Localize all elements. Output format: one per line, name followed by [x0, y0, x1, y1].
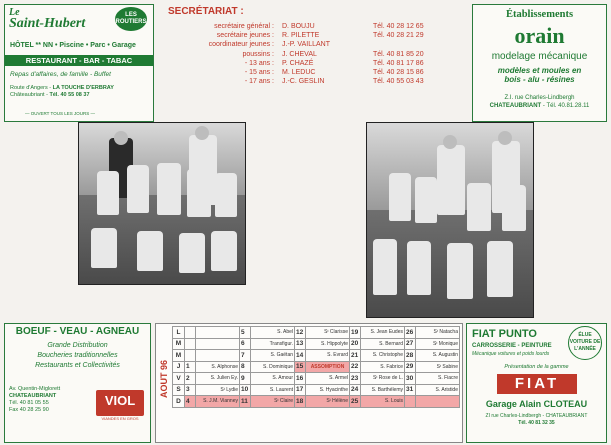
day-number: 13 — [295, 338, 306, 350]
day-number: 29 — [405, 361, 416, 373]
coach-head — [195, 126, 209, 140]
day-number: 24 — [350, 384, 361, 396]
calendar-row — [173, 373, 460, 385]
secretariat-block — [158, 4, 468, 122]
saint-hubert-logo — [9, 7, 85, 29]
day-number: 18 — [295, 396, 306, 408]
saint-name: Sᵗ Claire — [251, 396, 295, 408]
saint-name: Sᵗ Rose de L. — [361, 373, 405, 385]
day-number — [185, 338, 196, 350]
service-2: Boucheries traditionnelles — [37, 352, 118, 359]
coach-head — [443, 135, 457, 149]
day-number: 8 — [240, 361, 251, 373]
person: M. LEDUC — [282, 68, 316, 76]
repas-line: Repas d'affaires, de famille - Buffet — [10, 71, 111, 78]
day-number: 1 — [185, 361, 196, 373]
saint-name: Sᵗ Sabine — [416, 361, 460, 373]
secretariat-row — [168, 31, 468, 40]
calendar-row — [173, 338, 460, 350]
calendar-row — [173, 384, 460, 396]
player-figure — [467, 183, 491, 231]
day-number: 23 — [350, 373, 361, 385]
day-number: 3 — [185, 384, 196, 396]
player-figure — [447, 243, 473, 299]
player-figure — [127, 165, 149, 213]
calendar-row — [173, 327, 460, 339]
phone: Tél. 40 28 21 29 — [373, 32, 424, 40]
boeuf-street: Av. Quentin-Miglorett — [9, 386, 61, 392]
secretariat-row — [168, 68, 468, 77]
player-figure — [373, 239, 397, 295]
calendar-table — [172, 326, 460, 408]
player-figure — [502, 185, 526, 231]
day-number: 9 — [240, 373, 251, 385]
calendar-row — [173, 350, 460, 362]
saint-name: ASSOMPTION — [306, 361, 350, 373]
logo-le: Le — [9, 7, 20, 18]
day-number: 11 — [240, 396, 251, 408]
day-number: 21 — [350, 350, 361, 362]
day-number: 15 — [295, 361, 306, 373]
garage-street: ZI rue Charles-Lindbergh - CHATEAUBRIANT — [485, 413, 588, 419]
address-phone: Tél. 40 55 08 37 — [49, 92, 90, 98]
month-text: AOUT 96 — [159, 360, 169, 399]
fiat-ad — [466, 323, 607, 443]
saint-name: Sᵗ Clarisse — [306, 327, 350, 339]
weekday-letter: V — [173, 373, 185, 385]
weekday-letter: D — [173, 396, 185, 408]
calendar-month-label — [158, 328, 170, 440]
secretariat-list — [168, 22, 468, 86]
person: P. CHAZÉ — [282, 59, 314, 67]
player-figure — [91, 228, 117, 268]
fiat-mechanics: Mécanique voitures et poids lourds — [472, 351, 550, 357]
saint-name: S. Evrard — [306, 350, 350, 362]
car-of-year-badge: ÉLUE VOITURE DE L'ANNÉE — [568, 326, 602, 360]
weekday-letter: M — [173, 350, 185, 362]
garage-address — [467, 413, 606, 427]
phone: Tél. 40 81 17 86 — [373, 59, 424, 67]
weekday-letter: M — [173, 338, 185, 350]
person: D. BOUJU — [282, 23, 315, 30]
role: - 17 ans : — [244, 78, 274, 86]
saint-name: S. Gaëtan — [251, 350, 295, 362]
garage-name: Garage Alain CLOTEAU — [485, 399, 588, 409]
day-number: 28 — [405, 350, 416, 362]
phone: Tél. 40 55 03 43 — [373, 78, 424, 86]
day-number: 7 — [240, 350, 251, 362]
saint-name: S. Augustin — [416, 350, 460, 362]
team-photo-right — [366, 122, 534, 318]
address-city: Châteaubriant — [10, 92, 45, 98]
orain-products — [473, 66, 606, 84]
role: coordinateur jeunes : — [208, 41, 274, 49]
orain-city: CHATEAUBRIANT — [489, 103, 542, 109]
orain-establishments: Établissements — [505, 9, 574, 20]
phone: Tél. 40 28 15 86 — [373, 68, 424, 76]
saint-name: Sᵗ Natacha — [416, 327, 460, 339]
orain-activity: modelage mécanique — [491, 51, 588, 62]
saint-name: S. Fiacre — [416, 373, 460, 385]
person: J.-C. GESLIN — [282, 78, 325, 86]
day-number: 16 — [295, 373, 306, 385]
day-number: 14 — [295, 350, 306, 362]
saint-name: Sᵗ Lydie — [196, 384, 240, 396]
orain-address: Z.I. rue Charles-Lindbergh CHATEAUBRIANT - Tél. 40.81.28.11 — [489, 95, 590, 109]
saint-name: S. Abel — [251, 327, 295, 339]
team-photo-left — [78, 122, 246, 285]
day-number: 25 — [350, 396, 361, 408]
garage-phone: Tél. 40 81 32 35 — [518, 420, 555, 426]
coach-head — [114, 131, 128, 145]
secretariat-row — [168, 40, 468, 49]
player-figure — [215, 173, 237, 217]
secretariat-row — [168, 59, 468, 68]
saint-name: Sᵗ Hélène — [306, 396, 350, 408]
saint-name: S. Fabrice — [361, 361, 405, 373]
saint-name: S. Julien Ey. — [196, 373, 240, 385]
saint-name: S. Amour — [251, 373, 295, 385]
boeuf-city: CHATEAUBRIANT — [9, 393, 57, 399]
saint-name — [196, 350, 240, 362]
phone: Tél. 40 28 12 65 — [373, 23, 424, 30]
phone — [373, 40, 453, 49]
viol-logo: VIOL — [96, 390, 144, 416]
saint-name: S. Aristide — [416, 384, 460, 396]
saint-name: Transfigur. — [251, 338, 295, 350]
saint-name: S. Hyacinthe — [306, 384, 350, 396]
player-figure — [407, 241, 431, 295]
orain-phone: Tél. 40.81.28.11 — [546, 103, 590, 109]
boeuf-veau-ad — [4, 323, 151, 443]
saint-name: S. Barthélemy — [361, 384, 405, 396]
opening-note: — OUVERT TOUS LES JOURS — — [25, 111, 95, 116]
day-number: 4 — [185, 396, 196, 408]
day-number: 31 — [405, 384, 416, 396]
orain-products-1: modèles et moules en — [497, 66, 582, 75]
player-figure — [187, 169, 211, 217]
saint-name: S. Alphonse — [196, 361, 240, 373]
day-number — [185, 350, 196, 362]
saint-name: S. J.M. Vianney — [196, 396, 240, 408]
role: secrétaire jeunes : — [216, 32, 274, 40]
day-number: 27 — [405, 338, 416, 350]
player-figure — [389, 173, 411, 221]
player-figure — [137, 231, 163, 271]
boeuf-services — [5, 341, 150, 371]
saint-name — [196, 338, 240, 350]
hotel-line: HÔTEL ** NN • Piscine • Parc • Garage — [10, 42, 136, 49]
service-1: Grande Distribution — [47, 342, 108, 349]
saint-name: S. Dominique — [251, 361, 295, 373]
orain-street: Z.I. rue Charles-Lindbergh — [504, 95, 575, 101]
saint-name: S. Armel — [306, 373, 350, 385]
role: secrétaire général : — [214, 23, 274, 30]
opening-text: OUVERT TOUS LES JOURS — [30, 111, 90, 116]
weekday-letter: S — [173, 384, 185, 396]
boeuf-fax: Fax 40 28 25 90 — [9, 407, 49, 413]
saint-name — [196, 327, 240, 339]
day-number: 12 — [295, 327, 306, 339]
service-3: Restaurants et Collectivités — [35, 362, 120, 369]
boeuf-title: BOEUF - VEAU - AGNEAU — [15, 326, 140, 337]
secretariat-row — [168, 50, 468, 59]
saint-name: S. Christophe — [361, 350, 405, 362]
day-number: 2 — [185, 373, 196, 385]
day-number: 6 — [240, 338, 251, 350]
coach-figure — [437, 145, 465, 215]
day-number: 22 — [350, 361, 361, 373]
saint-name: S. Jean Eudes — [361, 327, 405, 339]
role: - 13 ans : — [244, 59, 274, 67]
saint-name: Sᵗ Monique — [416, 338, 460, 350]
address-road: Route d'Angers — [10, 85, 48, 91]
person: J. CHEVAL — [282, 50, 317, 58]
restaurant-line: RESTAURANT - BAR - TABAC — [5, 55, 153, 66]
fiat-services: CARROSSERIE - PEINTURE — [472, 343, 552, 349]
player-figure — [415, 177, 437, 223]
day-number: 5 — [240, 327, 251, 339]
weekday-letter: L — [173, 327, 185, 339]
person: J.-P. VAILLANT — [282, 41, 330, 49]
day-number: 26 — [405, 327, 416, 339]
logo-name: Saint-Hubert — [9, 16, 86, 31]
day-number — [185, 327, 196, 339]
saint-name: S. Hippolyte — [306, 338, 350, 350]
secretariat-row — [168, 77, 468, 86]
weekday-letter: J — [173, 361, 185, 373]
saint-name: S. Laurent — [251, 384, 295, 396]
fiat-punto-title: FIAT PUNTO — [472, 328, 537, 340]
phone: Tél. 40 81 85 20 — [373, 50, 424, 58]
fiat-presentation: Présentation de la gamme — [504, 364, 569, 370]
day-number — [405, 396, 416, 408]
player-figure — [97, 171, 119, 215]
player-figure — [487, 241, 513, 297]
player-figure — [211, 231, 237, 271]
secretariat-title: SECRÉTARIAT : — [168, 6, 244, 17]
saint-name: S. Bernard — [361, 338, 405, 350]
saint-name — [416, 396, 460, 408]
saint-name: S. Louis — [361, 396, 405, 408]
player-figure — [157, 163, 181, 215]
orain-ad — [472, 4, 607, 122]
saint-hubert-ad — [4, 4, 154, 122]
calendar-row — [173, 361, 460, 373]
secretariat-row — [168, 22, 468, 31]
fiat-logo: FIAT — [497, 374, 577, 394]
role: poussins : — [242, 50, 274, 58]
routiers-badge: LES ROUTIERS — [115, 7, 147, 31]
address-block: Route d'Angers - LA TOUCHE D'ERBRAY Châteaubriant - Tél. 40 55 08 37 — [10, 85, 114, 98]
person: R. PILETTE — [282, 32, 320, 40]
day-number: 20 — [350, 338, 361, 350]
boeuf-phone: Tél. 40 81 05 55 — [9, 400, 49, 406]
day-number: 30 — [405, 373, 416, 385]
address-town: LA TOUCHE D'ERBRAY — [52, 85, 114, 91]
boeuf-address — [9, 386, 60, 414]
viol-subtitle: VIANDES EN GROS — [101, 416, 139, 421]
calendar-august-96 — [155, 323, 463, 443]
orain-name: orain — [514, 23, 565, 48]
coach-head — [498, 131, 512, 145]
day-number: 17 — [295, 384, 306, 396]
orain-products-2: bois - alu - résines — [504, 75, 575, 84]
role: - 15 ans : — [244, 68, 274, 76]
player-figure — [179, 233, 205, 273]
day-number: 19 — [350, 327, 361, 339]
calendar-row — [173, 396, 460, 408]
day-number: 10 — [240, 384, 251, 396]
